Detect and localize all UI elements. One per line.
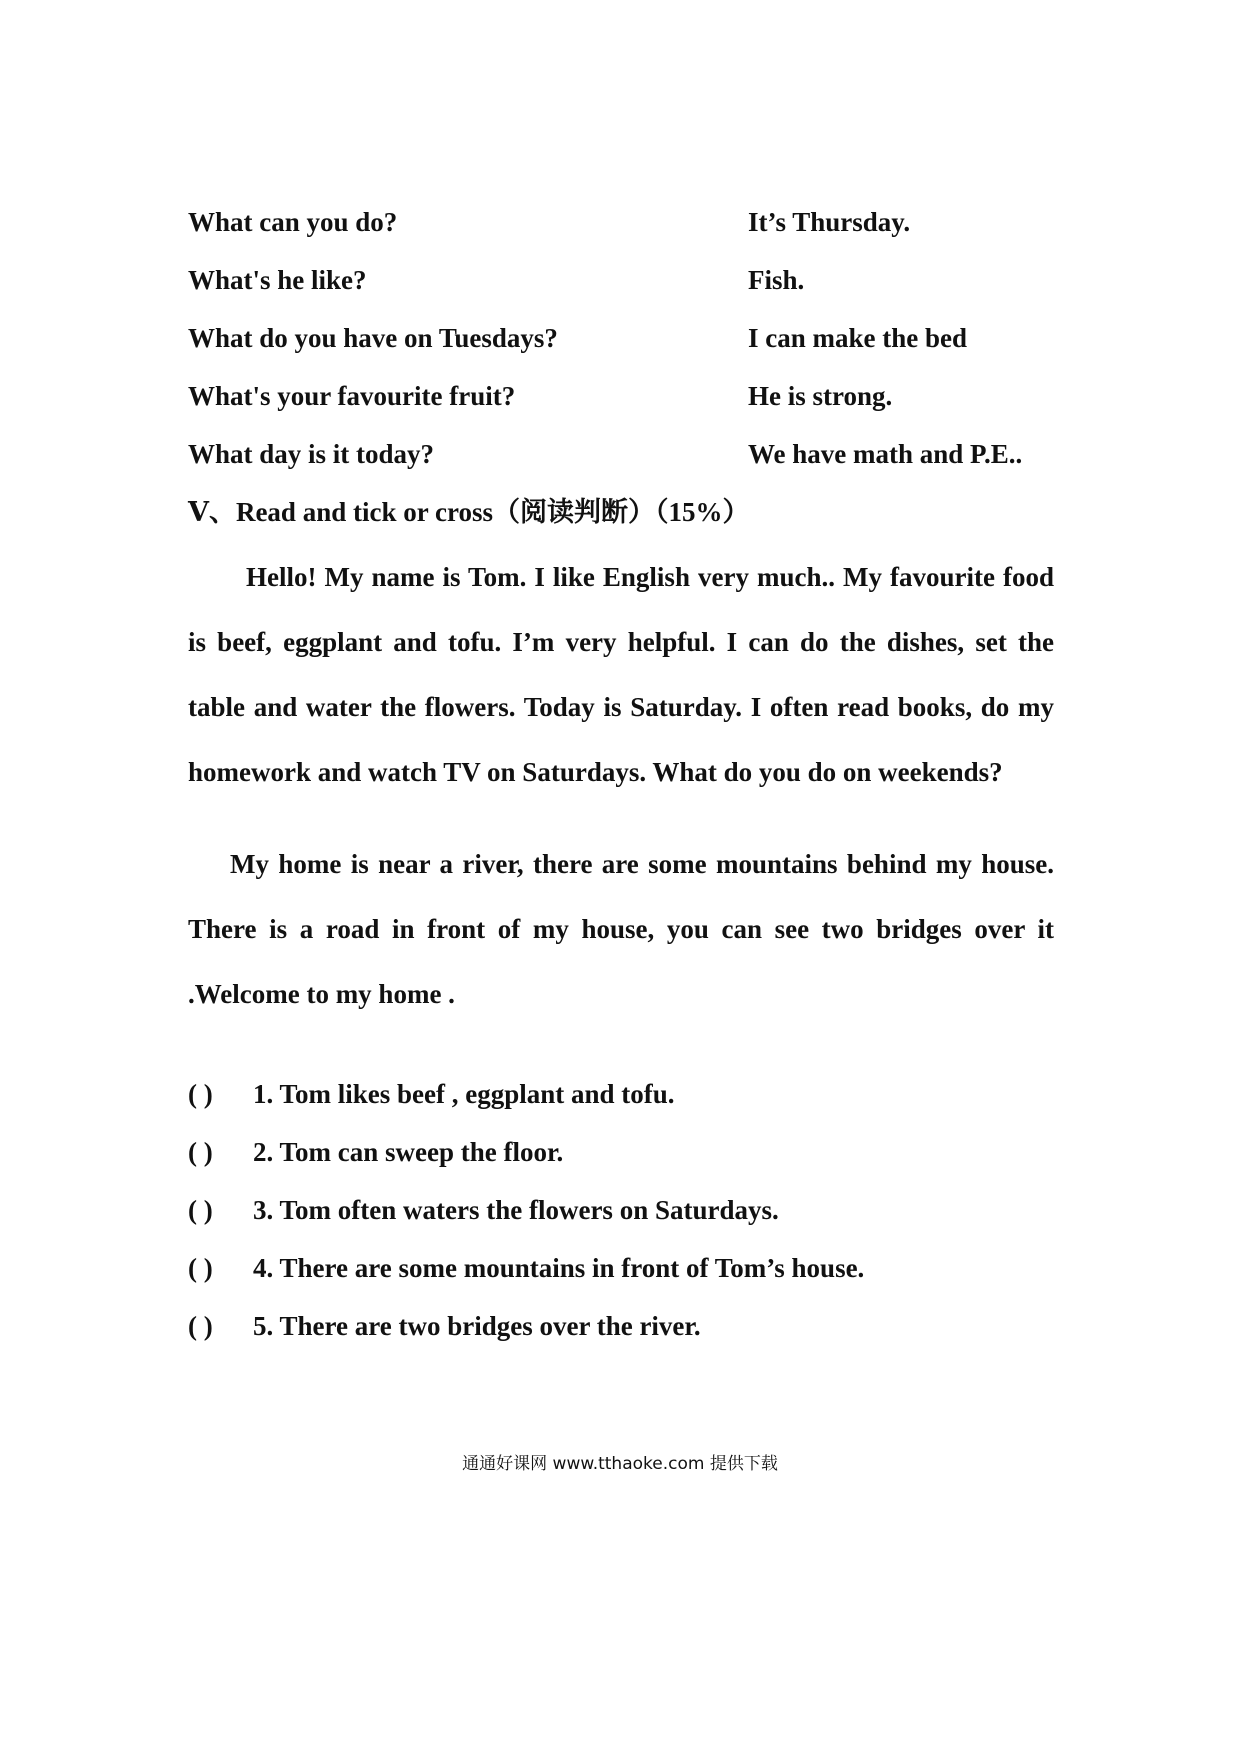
statement-text: 5. There are two bridges over the river. [253, 1311, 701, 1341]
matching-row [188, 434, 1068, 474]
matching-row [188, 318, 1068, 358]
section-title: Ⅴ、Read and tick or cross（阅读判断）（15%） [188, 497, 750, 527]
statement-text: 1. Tom likes beef , eggplant and tofu. [253, 1079, 675, 1109]
statement-row [188, 1190, 1068, 1230]
matching-answer: It’s Thursday. [748, 207, 911, 237]
matching-row [188, 376, 1068, 416]
answer-blank[interactable]: ( ) [188, 1195, 213, 1225]
matching-question: What do you have on Tuesdays? [188, 323, 558, 353]
reading-paragraph: Hello! My name is Tom. I like English very much.. My favourite food is beef, eggplant and tofu. I’m very helpful. I can do the dishes, set the table and water the flowers. Today is Saturday. I often read books, do my homework and watch TV on Saturdays. What do you do on weekends? [188, 562, 1054, 787]
matching-answer: He is strong. [748, 381, 893, 411]
matching-row [188, 260, 1068, 300]
matching-answer: Fish. [748, 265, 805, 295]
matching-answer: I can make the bed [748, 323, 968, 353]
matching-question: What's your favourite fruit? [188, 381, 516, 411]
answer-blank[interactable]: ( ) [188, 1079, 213, 1109]
statement-row [188, 1248, 1068, 1288]
matching-question: What's he like? [188, 265, 367, 295]
answer-blank[interactable]: ( ) [188, 1253, 213, 1283]
statement-row [188, 1074, 1068, 1114]
page-footer: 通通好课网 www.tthaoke.com 提供下载 [462, 1454, 778, 1474]
matching-row [188, 202, 1068, 242]
statement-text: 2. Tom can sweep the floor. [253, 1137, 564, 1167]
statement-text: 4. There are some mountains in front of Tom’s house. [253, 1253, 865, 1283]
answer-blank[interactable]: ( ) [188, 1137, 213, 1167]
matching-answer: We have math and P.E.. [748, 439, 1023, 469]
answer-blank[interactable]: ( ) [188, 1311, 213, 1341]
matching-question: What can you do? [188, 207, 398, 237]
statement-row [188, 1306, 1068, 1346]
reading-paragraph: My home is near a river, there are some mountains behind my house. There is a road in front of my house, you can see two bridges over it .Welcome to my home . [188, 849, 1054, 1009]
statement-row [188, 1132, 1068, 1172]
statement-text: 3. Tom often waters the flowers on Saturdays. [253, 1195, 779, 1225]
matching-question: What day is it today? [188, 439, 435, 469]
